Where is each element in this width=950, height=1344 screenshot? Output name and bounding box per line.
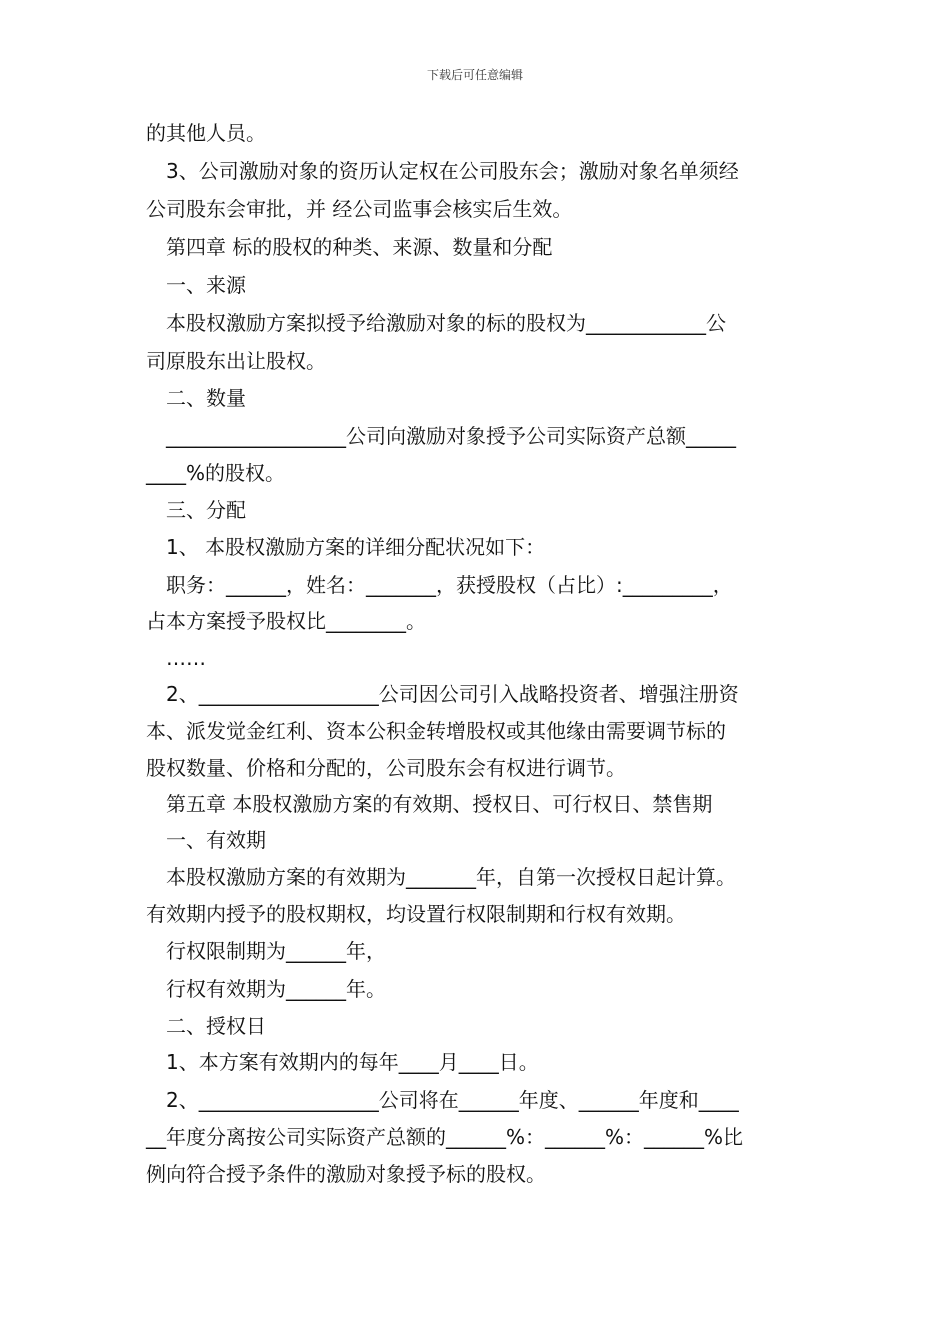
- text-line: 本、派发觉金红利、资本公积金转增股权或其他缘由需要调节标的: [146, 719, 726, 743]
- text-line: 例向符合授予条件的激励对象授予标的股权。: [146, 1162, 546, 1186]
- text-line: 本股权激励方案拟授予给激励对象的标的股权为____________公: [166, 311, 726, 335]
- text-line: 司原股东出让股权。: [146, 349, 326, 373]
- text-line: 占本方案授予股权比________。: [146, 609, 426, 633]
- text-line: 本股权激励方案的有效期为_______年，自第一次授权日起计算。: [166, 865, 736, 889]
- text-line: 的其他人员。: [146, 121, 266, 145]
- text-line: 2、__________________公司将在______年度、______年度和____: [166, 1088, 739, 1112]
- section-heading: 三、分配: [166, 498, 246, 522]
- section-heading: 二、授权日: [166, 1014, 266, 1038]
- text-line: __年度分离按公司实际资产总额的______%：______%：______%比: [146, 1125, 744, 1149]
- chapter-heading: 第四章 标的股权的种类、来源、数量和分配: [166, 235, 553, 259]
- text-line: 公司股东会审批，并 经公司监事会核实后生效。: [146, 197, 573, 221]
- text-line: 股权数量、价格和分配的，公司股东会有权进行调节。: [146, 756, 626, 780]
- text-line: __________________公司向激励对象授予公司实际资产总额_____: [166, 424, 736, 448]
- section-heading: 一、来源: [166, 273, 246, 297]
- text-line: 有效期内授予的股权期权，均设置行权限制期和行权有效期。: [146, 902, 686, 926]
- text-line: 3、公司激励对象的资历认定权在公司股东会；激励对象名单须经: [166, 159, 739, 183]
- text-line: 职务：______，姓名：_______，获授股权（占比）:_________，: [166, 573, 733, 597]
- text-line: 行权限制期为______年，: [166, 939, 386, 963]
- text-line: 2、__________________公司因公司引入战略投资者、增强注册资: [166, 682, 739, 706]
- section-heading: 二、数量: [166, 386, 246, 410]
- text-line: 1、本方案有效期内的每年____月____日。: [166, 1050, 539, 1074]
- text-line: 1、 本股权激励方案的详细分配状况如下：: [166, 535, 546, 559]
- text-line: ……: [166, 646, 206, 670]
- section-heading: 一、有效期: [166, 828, 266, 852]
- text-line: ____%的股权。: [146, 461, 286, 485]
- chapter-heading: 第五章 本股权激励方案的有效期、授权日、可行权日、禁售期: [166, 792, 713, 816]
- page-header: 下载后可任意编辑: [426, 68, 523, 82]
- text-line: 行权有效期为______年。: [166, 977, 386, 1001]
